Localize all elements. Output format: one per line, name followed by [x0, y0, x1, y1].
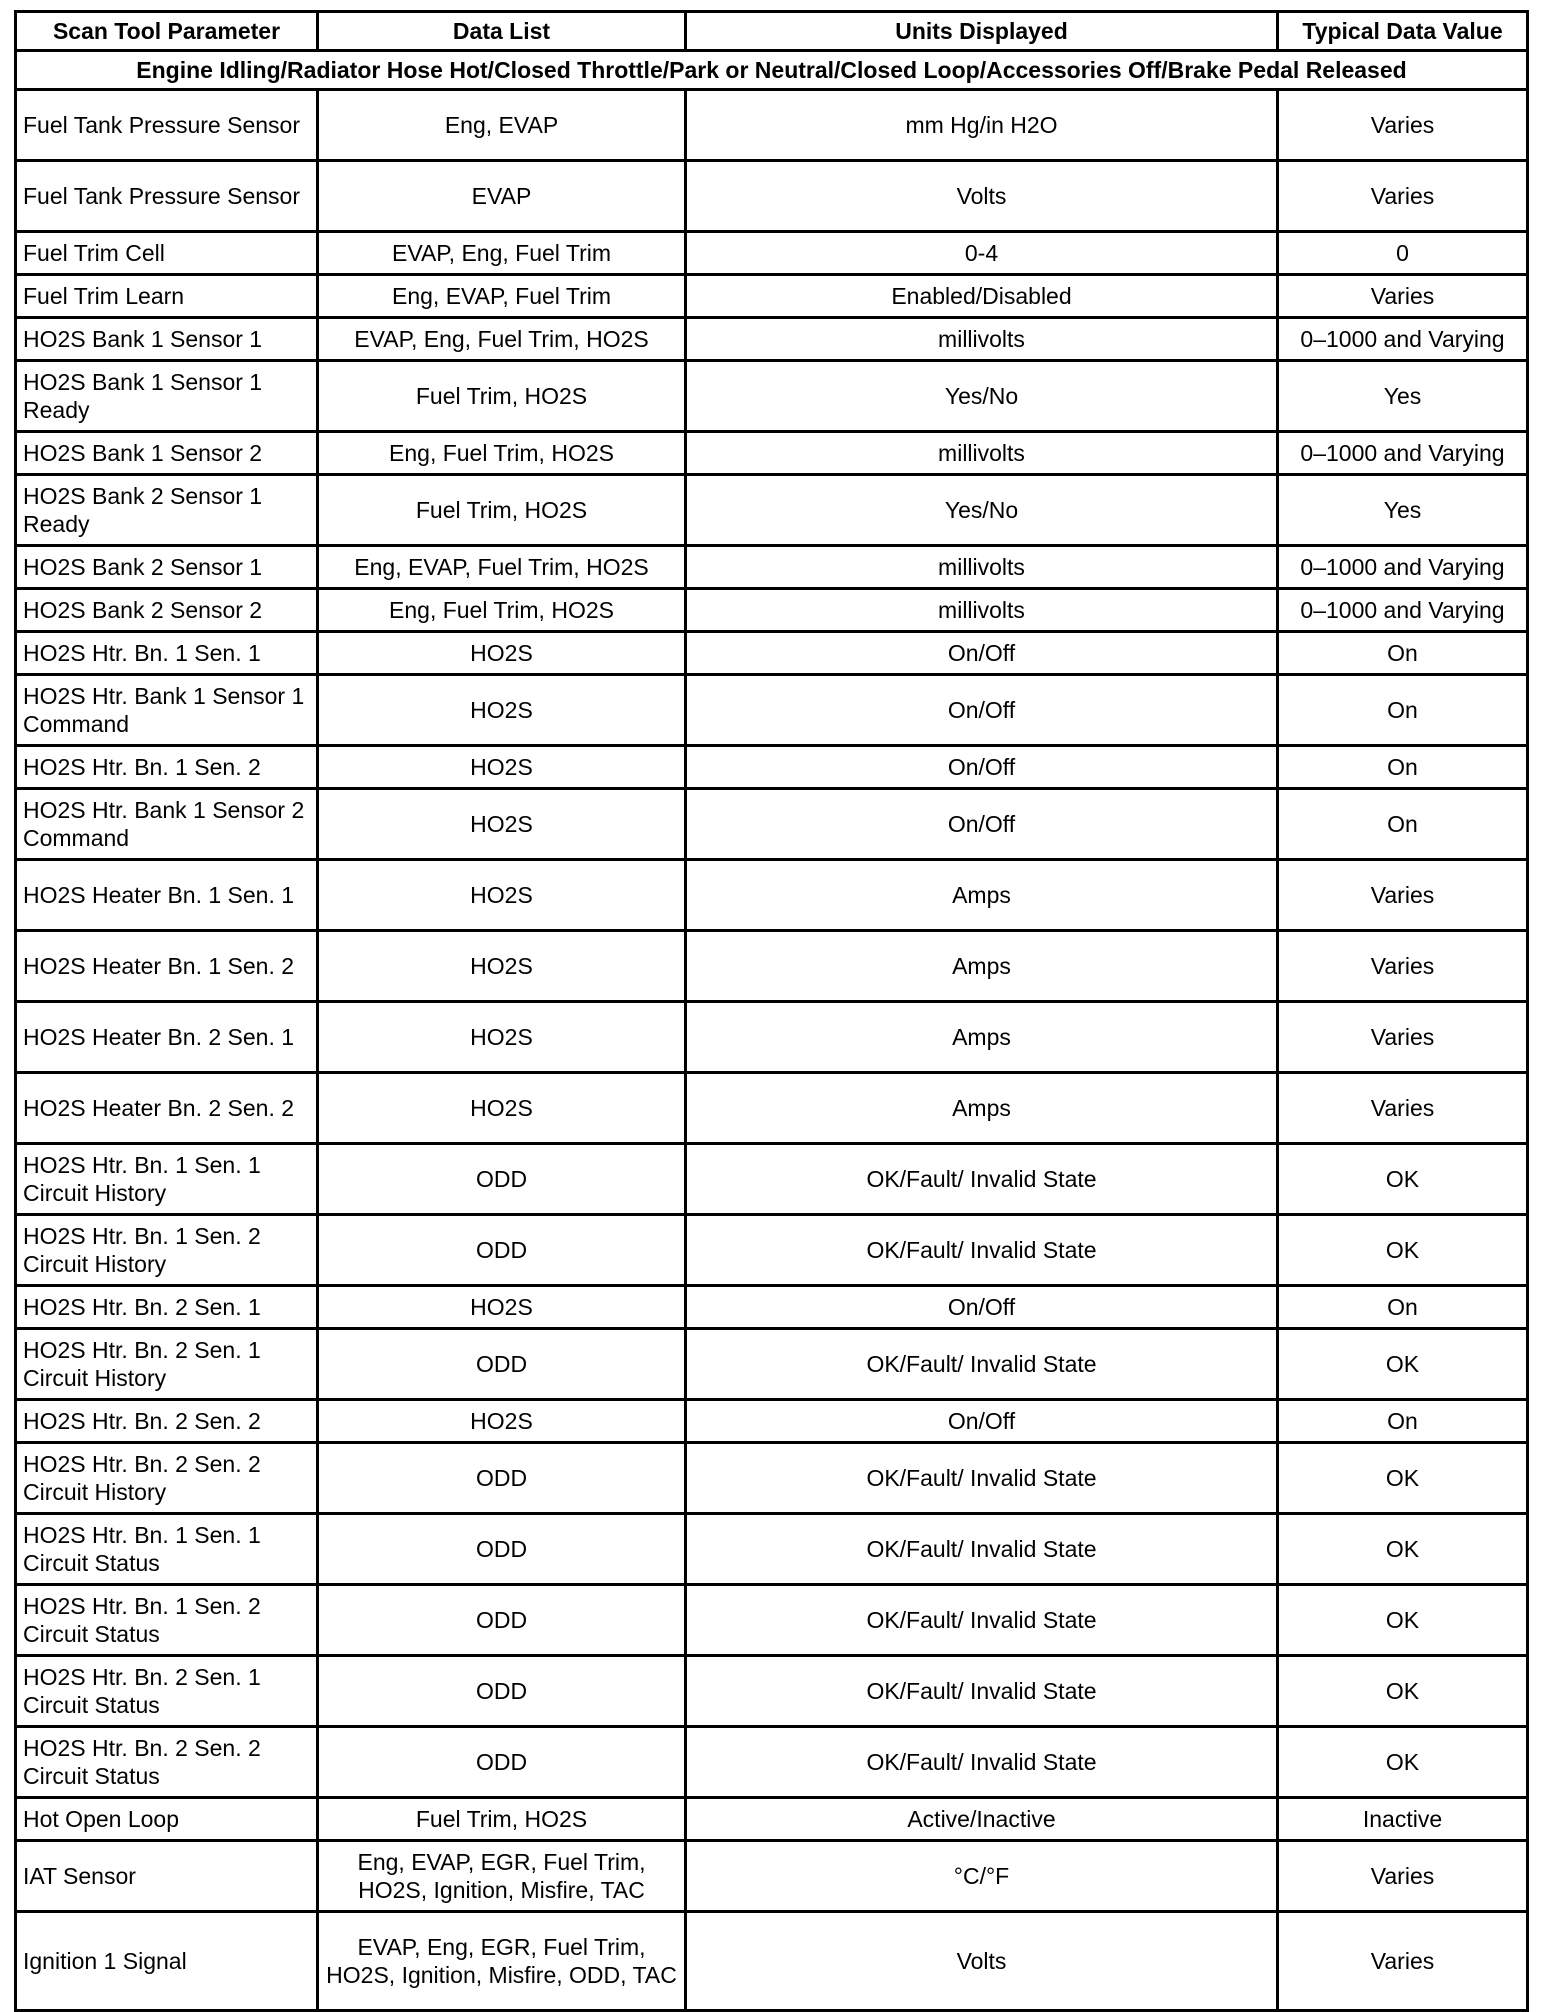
data-list-cell: HO2S	[318, 789, 686, 860]
parameter-cell: HO2S Heater Bn. 2 Sen. 2	[16, 1073, 318, 1144]
data-list-cell: Eng, EVAP	[318, 90, 686, 161]
data-list-cell: HO2S	[318, 860, 686, 931]
parameter-cell: HO2S Htr. Bn. 2 Sen. 2 Circuit Status	[16, 1727, 318, 1798]
parameter-cell: HO2S Htr. Bn. 1 Sen. 1	[16, 632, 318, 675]
data-list-cell: ODD	[318, 1329, 686, 1400]
typical-value-cell: OK	[1278, 1215, 1528, 1286]
parameter-cell: HO2S Htr. Bn. 2 Sen. 1	[16, 1286, 318, 1329]
typical-value-cell: Yes	[1278, 475, 1528, 546]
data-list-cell: Eng, EVAP, EGR, Fuel Trim, HO2S, Ignition, Misfire, TAC	[318, 1841, 686, 1912]
units-cell: OK/Fault/ Invalid State	[686, 1144, 1278, 1215]
typical-value-cell: On	[1278, 675, 1528, 746]
data-list-cell: HO2S	[318, 632, 686, 675]
typical-value-cell: 0–1000 and Varying	[1278, 432, 1528, 475]
typical-value-cell: 0–1000 and Varying	[1278, 589, 1528, 632]
units-cell: millivolts	[686, 432, 1278, 475]
parameter-cell: HO2S Bank 1 Sensor 1	[16, 318, 318, 361]
data-list-cell: HO2S	[318, 1002, 686, 1073]
data-list-cell: Eng, Fuel Trim, HO2S	[318, 432, 686, 475]
header-typical-data-value: Typical Data Value	[1278, 12, 1528, 51]
units-cell: Amps	[686, 1073, 1278, 1144]
units-cell: On/Off	[686, 1400, 1278, 1443]
table-row	[16, 1443, 1528, 1514]
units-cell: On/Off	[686, 1286, 1278, 1329]
parameter-cell: Hot Open Loop	[16, 1798, 318, 1841]
parameter-cell: Ignition 1 Signal	[16, 1912, 318, 2011]
parameter-cell: HO2S Htr. Bn. 2 Sen. 1 Circuit Status	[16, 1656, 318, 1727]
units-cell: Amps	[686, 1002, 1278, 1073]
data-list-cell: EVAP	[318, 161, 686, 232]
typical-value-cell: Varies	[1278, 1912, 1528, 2011]
table-row	[16, 475, 1528, 546]
data-list-cell: EVAP, Eng, Fuel Trim	[318, 232, 686, 275]
data-list-cell: HO2S	[318, 1286, 686, 1329]
typical-value-cell: Varies	[1278, 1002, 1528, 1073]
typical-value-cell: On	[1278, 632, 1528, 675]
data-list-cell: ODD	[318, 1144, 686, 1215]
parameter-cell: Fuel Trim Learn	[16, 275, 318, 318]
units-cell: OK/Fault/ Invalid State	[686, 1585, 1278, 1656]
table-row	[16, 546, 1528, 589]
table-row	[16, 275, 1528, 318]
data-list-cell: HO2S	[318, 746, 686, 789]
table-row	[16, 1002, 1528, 1073]
typical-value-cell: 0	[1278, 232, 1528, 275]
units-cell: 0-4	[686, 232, 1278, 275]
units-cell: OK/Fault/ Invalid State	[686, 1514, 1278, 1585]
table-row	[16, 675, 1528, 746]
parameter-cell: HO2S Heater Bn. 2 Sen. 1	[16, 1002, 318, 1073]
parameter-cell: HO2S Htr. Bn. 1 Sen. 2	[16, 746, 318, 789]
data-list-cell: ODD	[318, 1585, 686, 1656]
typical-value-cell: OK	[1278, 1656, 1528, 1727]
typical-value-cell: OK	[1278, 1329, 1528, 1400]
table-row	[16, 361, 1528, 432]
units-cell: mm Hg/in H2O	[686, 90, 1278, 161]
table-row	[16, 1215, 1528, 1286]
table-row	[16, 1144, 1528, 1215]
units-cell: Amps	[686, 931, 1278, 1002]
data-list-cell: Fuel Trim, HO2S	[318, 361, 686, 432]
table-body	[16, 90, 1528, 2011]
table-row	[16, 1798, 1528, 1841]
data-list-cell: ODD	[318, 1215, 686, 1286]
typical-value-cell: OK	[1278, 1443, 1528, 1514]
table-row	[16, 1585, 1528, 1656]
header-data-list: Data List	[318, 12, 686, 51]
table-row	[16, 1073, 1528, 1144]
units-cell: On/Off	[686, 675, 1278, 746]
parameter-cell: HO2S Htr. Bank 1 Sensor 1 Command	[16, 675, 318, 746]
typical-value-cell: Inactive	[1278, 1798, 1528, 1841]
parameter-cell: HO2S Bank 2 Sensor 2	[16, 589, 318, 632]
typical-value-cell: Varies	[1278, 1073, 1528, 1144]
typical-value-cell: Varies	[1278, 860, 1528, 931]
units-cell: Yes/No	[686, 475, 1278, 546]
test-condition: Engine Idling/Radiator Hose Hot/Closed Throttle/Park or Neutral/Closed Loop/Accessories Off/Brake Pedal Released	[16, 51, 1528, 90]
typical-value-cell: On	[1278, 789, 1528, 860]
typical-value-cell: Varies	[1278, 90, 1528, 161]
parameter-cell: Fuel Tank Pressure Sensor	[16, 161, 318, 232]
typical-value-cell: Varies	[1278, 1841, 1528, 1912]
typical-value-cell: Varies	[1278, 275, 1528, 318]
table-row	[16, 232, 1528, 275]
units-cell: °C/°F	[686, 1841, 1278, 1912]
data-list-cell: Fuel Trim, HO2S	[318, 1798, 686, 1841]
units-cell: OK/Fault/ Invalid State	[686, 1215, 1278, 1286]
parameter-cell: HO2S Bank 2 Sensor 1 Ready	[16, 475, 318, 546]
table-row	[16, 1329, 1528, 1400]
units-cell: Volts	[686, 161, 1278, 232]
table-row	[16, 161, 1528, 232]
typical-value-cell: Varies	[1278, 161, 1528, 232]
parameter-cell: HO2S Htr. Bn. 2 Sen. 1 Circuit History	[16, 1329, 318, 1400]
parameter-cell: Fuel Tank Pressure Sensor	[16, 90, 318, 161]
scan-tool-data-table	[14, 10, 1529, 2012]
units-cell: millivolts	[686, 589, 1278, 632]
parameter-cell: Fuel Trim Cell	[16, 232, 318, 275]
data-list-cell: ODD	[318, 1443, 686, 1514]
units-cell: Enabled/Disabled	[686, 275, 1278, 318]
data-list-cell: EVAP, Eng, Fuel Trim, HO2S	[318, 318, 686, 361]
parameter-cell: HO2S Heater Bn. 1 Sen. 1	[16, 860, 318, 931]
table-row	[16, 318, 1528, 361]
typical-value-cell: Varies	[1278, 931, 1528, 1002]
parameter-cell: HO2S Bank 1 Sensor 2	[16, 432, 318, 475]
typical-value-cell: On	[1278, 1286, 1528, 1329]
typical-value-cell: On	[1278, 746, 1528, 789]
data-list-cell: EVAP, Eng, EGR, Fuel Trim, HO2S, Ignition, Misfire, ODD, TAC	[318, 1912, 686, 2011]
parameter-cell: HO2S Htr. Bn. 2 Sen. 2	[16, 1400, 318, 1443]
table-row	[16, 931, 1528, 1002]
data-list-cell: Fuel Trim, HO2S	[318, 475, 686, 546]
header-units-displayed: Units Displayed	[686, 12, 1278, 51]
units-cell: Volts	[686, 1912, 1278, 2011]
table-row	[16, 1514, 1528, 1585]
table-row	[16, 632, 1528, 675]
data-list-cell: Eng, EVAP, Fuel Trim	[318, 275, 686, 318]
table-row	[16, 1727, 1528, 1798]
data-list-cell: HO2S	[318, 1073, 686, 1144]
data-list-cell: Eng, EVAP, Fuel Trim, HO2S	[318, 546, 686, 589]
table-row	[16, 589, 1528, 632]
parameter-cell: HO2S Htr. Bank 1 Sensor 2 Command	[16, 789, 318, 860]
data-list-cell: ODD	[318, 1727, 686, 1798]
typical-value-cell: 0–1000 and Varying	[1278, 318, 1528, 361]
table-row	[16, 1841, 1528, 1912]
units-cell: OK/Fault/ Invalid State	[686, 1443, 1278, 1514]
parameter-cell: HO2S Htr. Bn. 2 Sen. 2 Circuit History	[16, 1443, 318, 1514]
typical-value-cell: On	[1278, 1400, 1528, 1443]
parameter-cell: HO2S Htr. Bn. 1 Sen. 1 Circuit History	[16, 1144, 318, 1215]
table-row	[16, 746, 1528, 789]
data-list-cell: HO2S	[318, 675, 686, 746]
table-row	[16, 1400, 1528, 1443]
typical-value-cell: OK	[1278, 1514, 1528, 1585]
header-row	[16, 12, 1528, 51]
units-cell: OK/Fault/ Invalid State	[686, 1656, 1278, 1727]
parameter-cell: HO2S Htr. Bn. 1 Sen. 2 Circuit Status	[16, 1585, 318, 1656]
table-row	[16, 860, 1528, 931]
header-scan-tool-parameter: Scan Tool Parameter	[16, 12, 318, 51]
parameter-cell: HO2S Htr. Bn. 1 Sen. 2 Circuit History	[16, 1215, 318, 1286]
typical-value-cell: Yes	[1278, 361, 1528, 432]
units-cell: millivolts	[686, 318, 1278, 361]
units-cell: Active/Inactive	[686, 1798, 1278, 1841]
table-row	[16, 1912, 1528, 2011]
table-row	[16, 1656, 1528, 1727]
typical-value-cell: 0–1000 and Varying	[1278, 546, 1528, 589]
units-cell: On/Off	[686, 746, 1278, 789]
table-row	[16, 432, 1528, 475]
data-list-cell: ODD	[318, 1656, 686, 1727]
units-cell: millivolts	[686, 546, 1278, 589]
units-cell: On/Off	[686, 789, 1278, 860]
data-list-cell: HO2S	[318, 1400, 686, 1443]
parameter-cell: HO2S Bank 2 Sensor 1	[16, 546, 318, 589]
data-list-cell: HO2S	[318, 931, 686, 1002]
parameter-cell: HO2S Heater Bn. 1 Sen. 2	[16, 931, 318, 1002]
table-row	[16, 90, 1528, 161]
parameter-cell: HO2S Bank 1 Sensor 1 Ready	[16, 361, 318, 432]
table-row	[16, 789, 1528, 860]
parameter-cell: HO2S Htr. Bn. 1 Sen. 1 Circuit Status	[16, 1514, 318, 1585]
data-list-cell: ODD	[318, 1514, 686, 1585]
typical-value-cell: OK	[1278, 1144, 1528, 1215]
condition-row	[16, 51, 1528, 90]
units-cell: OK/Fault/ Invalid State	[686, 1329, 1278, 1400]
table-row	[16, 1286, 1528, 1329]
units-cell: Amps	[686, 860, 1278, 931]
parameter-cell: IAT Sensor	[16, 1841, 318, 1912]
units-cell: OK/Fault/ Invalid State	[686, 1727, 1278, 1798]
units-cell: On/Off	[686, 632, 1278, 675]
data-list-cell: Eng, Fuel Trim, HO2S	[318, 589, 686, 632]
typical-value-cell: OK	[1278, 1727, 1528, 1798]
typical-value-cell: OK	[1278, 1585, 1528, 1656]
units-cell: Yes/No	[686, 361, 1278, 432]
